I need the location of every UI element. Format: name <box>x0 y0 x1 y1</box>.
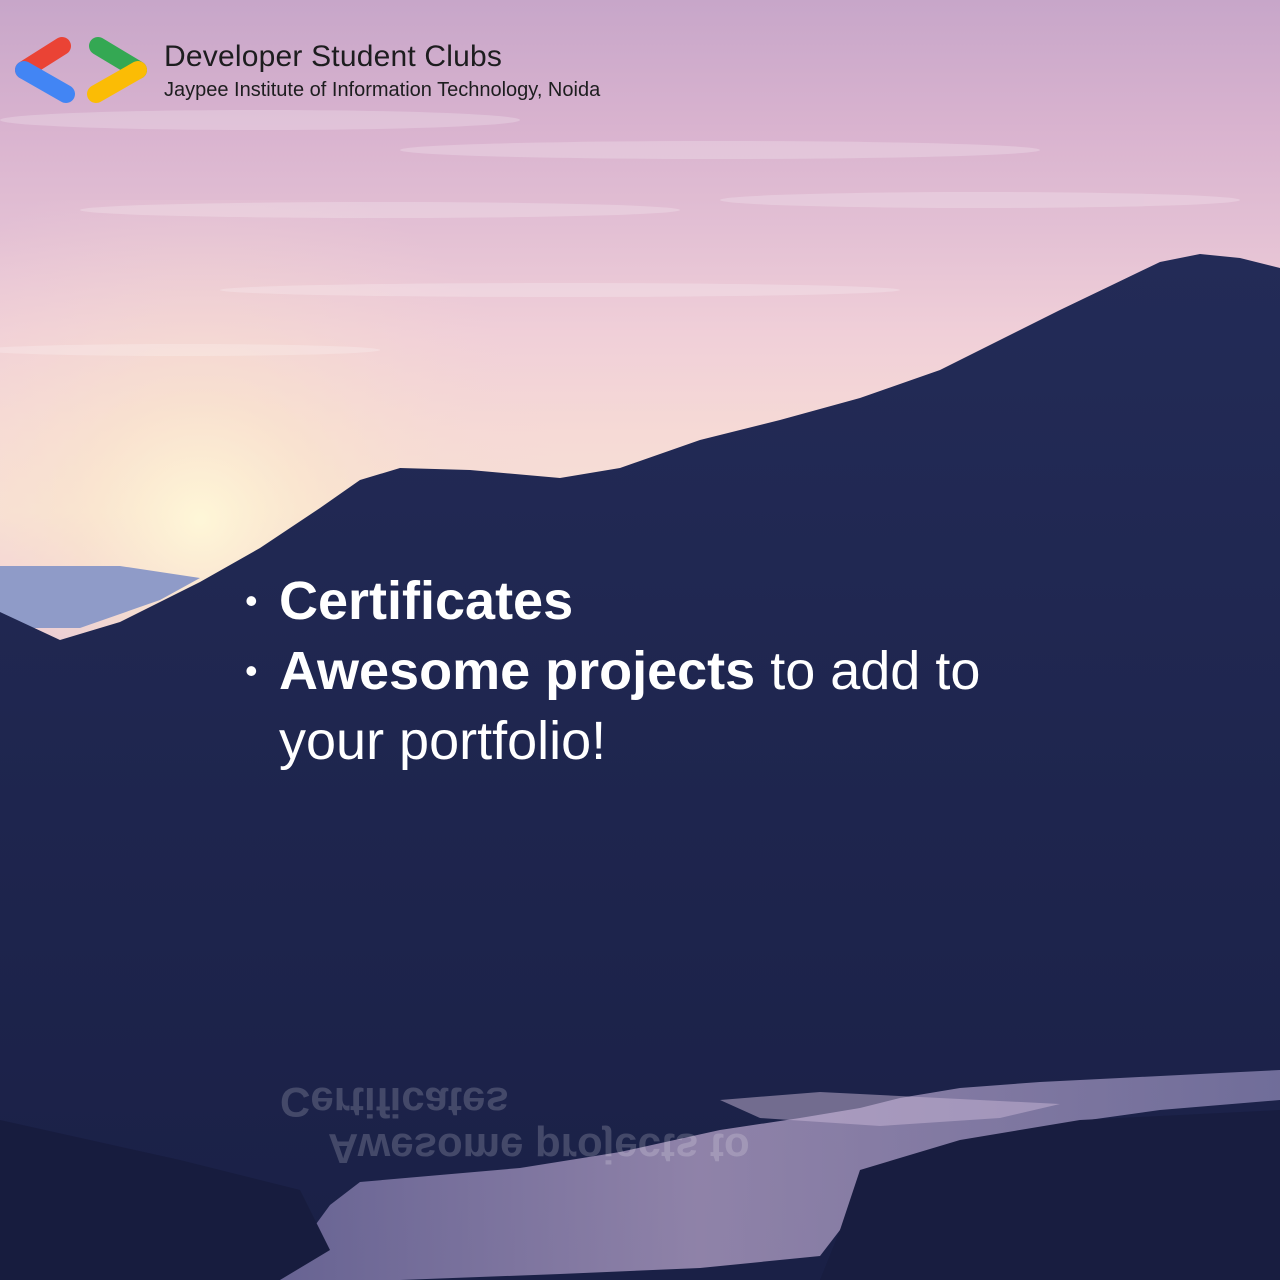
bullet-icon: • <box>245 650 258 691</box>
benefit-text <box>279 566 1065 636</box>
dsc-logo-icon <box>10 34 150 108</box>
reflection-line-1: Awesome projects to <box>328 1125 750 1172</box>
brand-header <box>10 34 600 108</box>
benefit-item-certificates <box>245 566 1065 636</box>
benefit-item-projects <box>245 636 1065 776</box>
benefit-bold-text: Certificates <box>279 571 574 631</box>
bullet-icon: • <box>245 580 258 621</box>
benefit-bold-text: Awesome projects <box>279 641 756 701</box>
reflection-line-2: Certificates <box>280 1079 509 1126</box>
benefit-text <box>279 636 1065 776</box>
benefits-list <box>245 566 1065 776</box>
brand-title: Developer Student Clubs <box>164 40 503 73</box>
brand-subtitle: Jaypee Institute of Information Technology, Noida <box>164 79 601 101</box>
benefit-rest-text: to add to your portfolio! <box>279 641 981 771</box>
